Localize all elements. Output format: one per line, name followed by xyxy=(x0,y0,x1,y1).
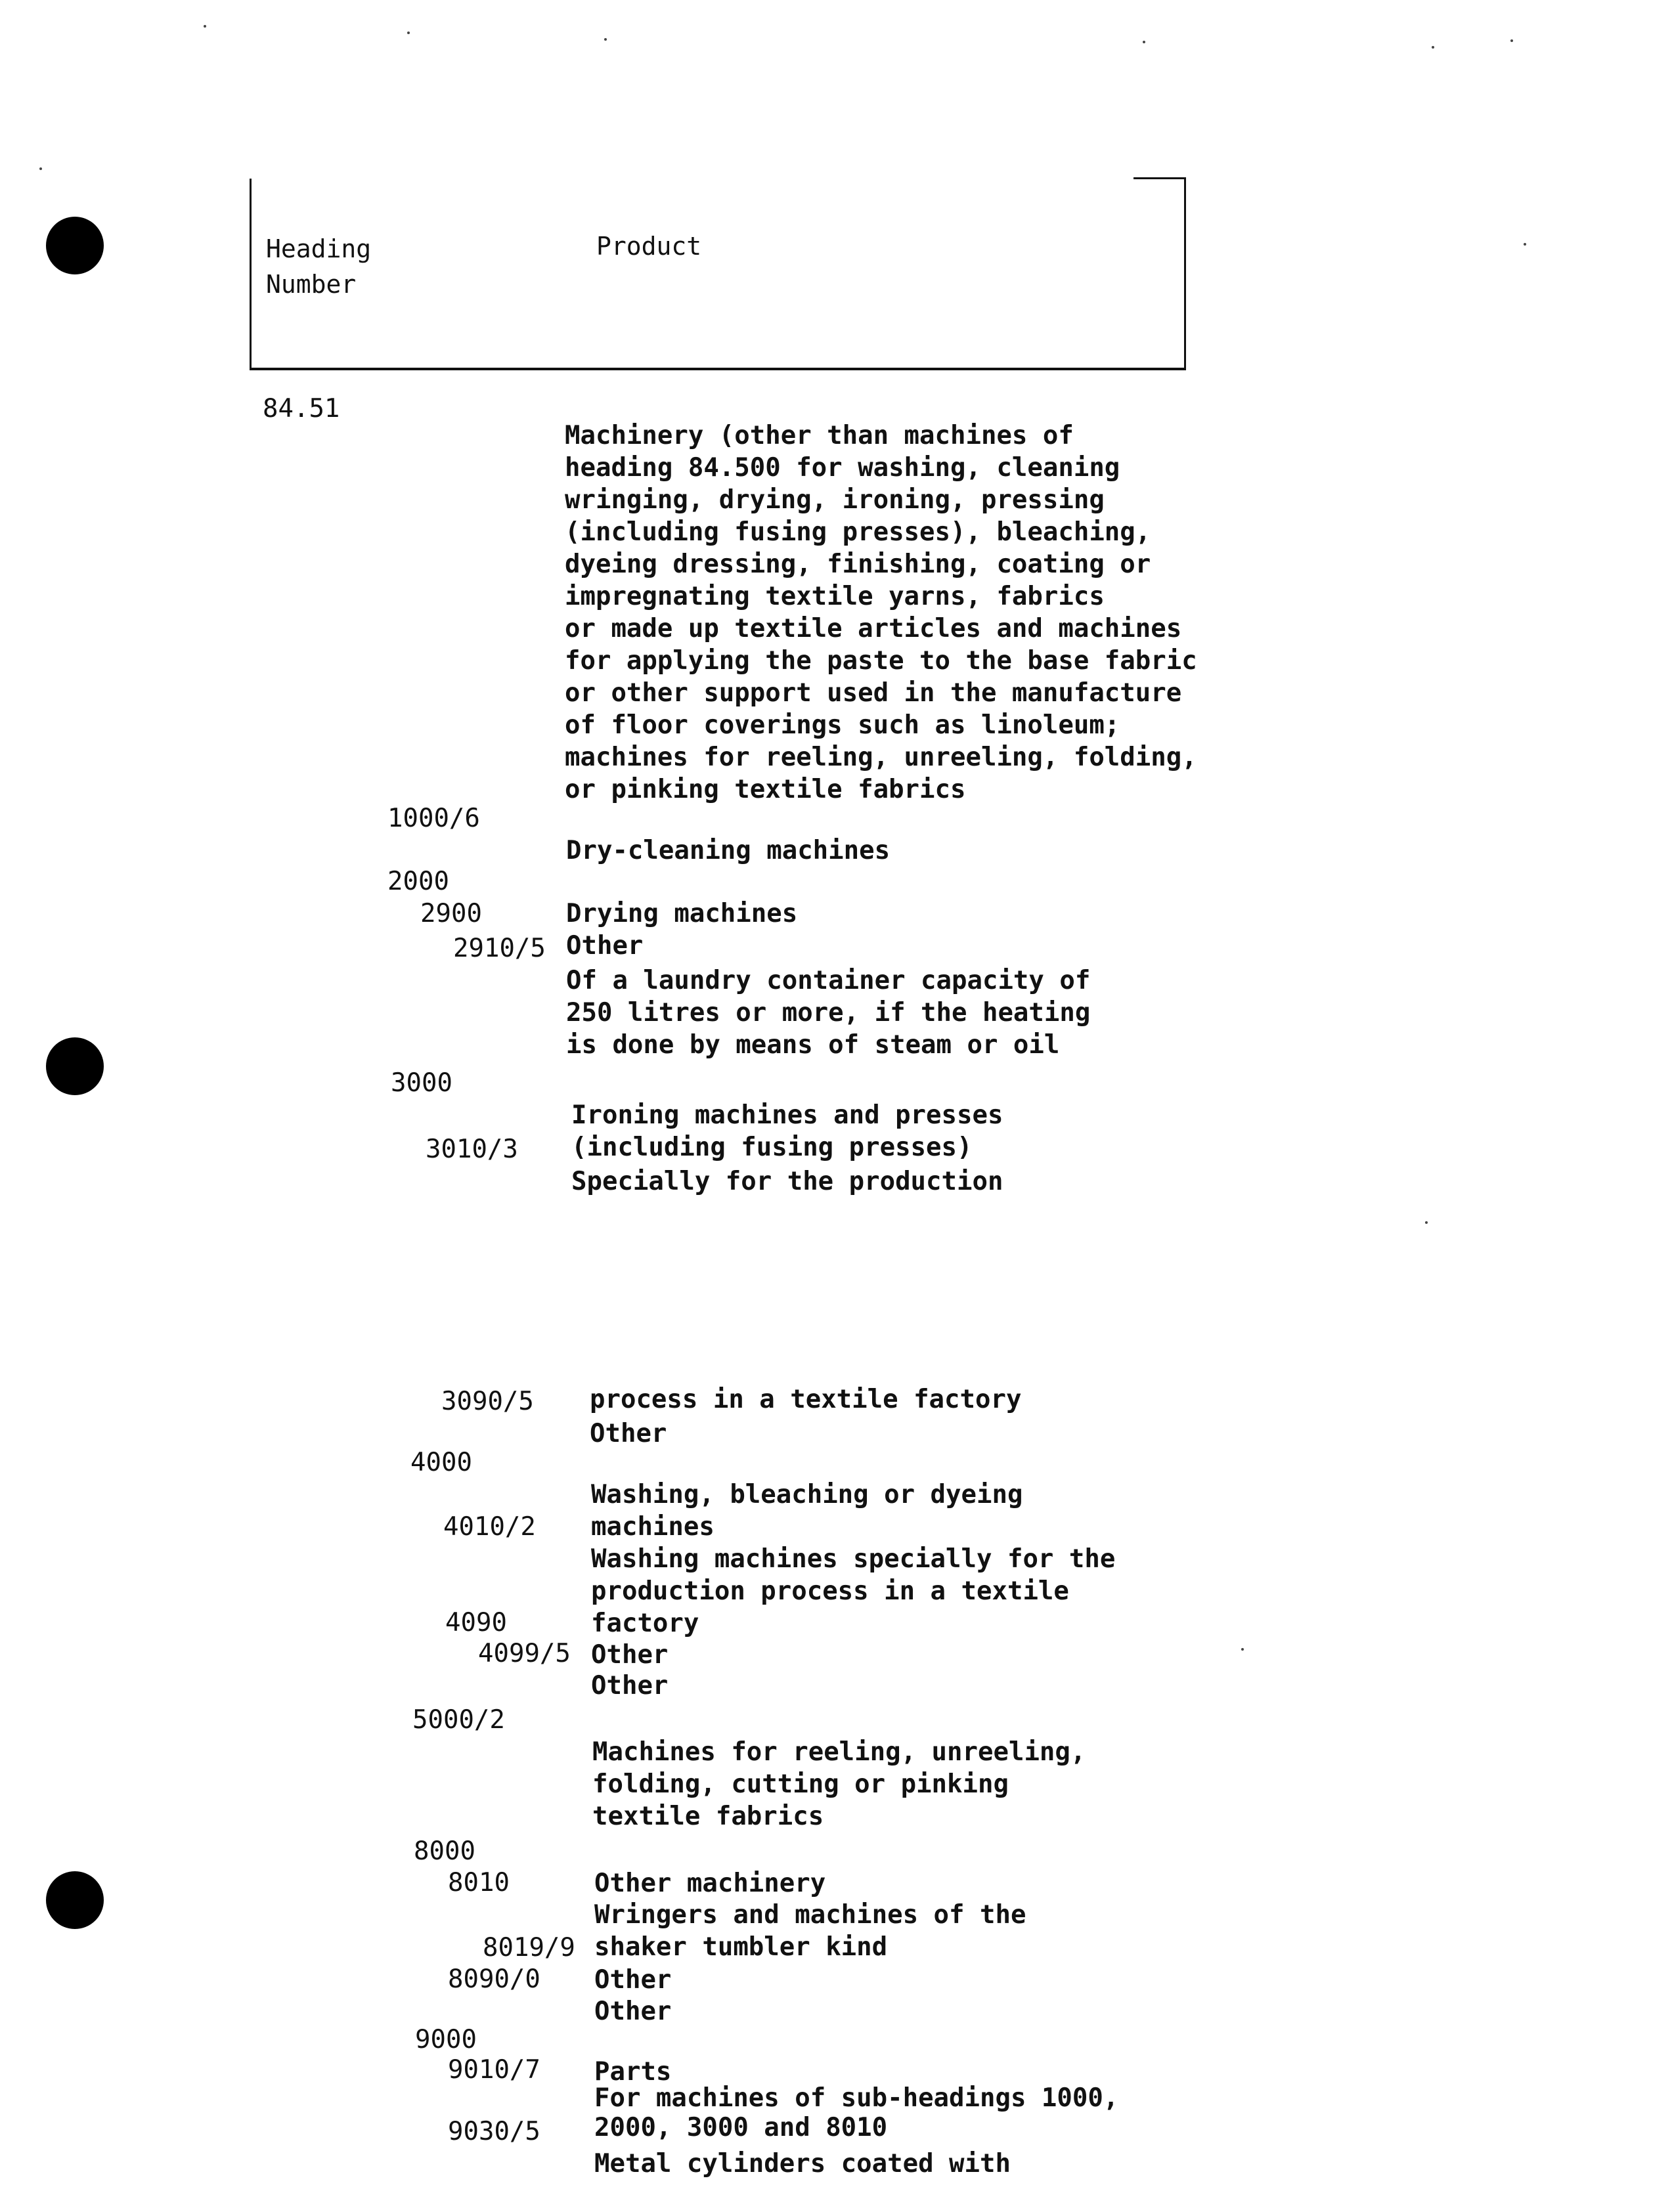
heading-number: 4000 xyxy=(410,1448,472,1477)
description-line: For machines of sub-headings 1000, xyxy=(594,2083,1119,2113)
heading-number: 4099/5 xyxy=(478,1639,571,1668)
heading-number: 8010 xyxy=(448,1868,510,1898)
description-line: Other xyxy=(591,1671,669,1701)
description-line: Of a laundry container capacity of xyxy=(566,966,1091,995)
heading-number: 3010/3 xyxy=(426,1135,518,1164)
product-description xyxy=(591,1511,1115,1672)
description-line: dyeing dressing, finishing, coating or xyxy=(565,550,1151,579)
number-label: Number xyxy=(266,270,357,299)
description-line: Other xyxy=(590,1419,667,1448)
heading-number: 1000/6 xyxy=(387,804,480,833)
description-line: Other xyxy=(594,1965,672,1995)
description-line: factory xyxy=(591,1609,699,1638)
description-line: Wringers and machines of the xyxy=(594,1900,1026,1930)
description-line: 2000, 3000 and 8010 xyxy=(594,2113,888,2142)
description-line: Ironing machines and presses xyxy=(571,1100,1003,1130)
scan-speck xyxy=(1143,41,1145,43)
description-line: or other support used in the manufacture xyxy=(565,678,1182,708)
description-line: Machinery (other than machines of xyxy=(565,421,1074,450)
description-line: Washing, bleaching or dyeing xyxy=(591,1480,1023,1509)
heading-number: 84.51 xyxy=(263,394,340,423)
product-description xyxy=(594,2115,1011,2212)
heading-number: 9000 xyxy=(415,2025,477,2054)
scan-speck xyxy=(1524,243,1526,246)
description-line: (including fusing presses), bleaching, xyxy=(565,517,1151,547)
product-description xyxy=(571,1133,1003,1230)
scan-speck xyxy=(1425,1221,1428,1224)
product-label: Product xyxy=(596,232,702,261)
product-description xyxy=(565,387,1197,838)
scan-speck xyxy=(407,32,410,34)
description-line: machines xyxy=(591,1512,715,1542)
heading-number: 2000 xyxy=(387,867,449,896)
description-line: Dry-cleaning machines xyxy=(566,836,891,865)
heading-number: 3000 xyxy=(391,1068,452,1098)
heading-number: 4010/2 xyxy=(443,1512,536,1542)
description-line: Machines for reeling, unreeling, xyxy=(592,1737,1086,1767)
heading-number: 2910/5 xyxy=(453,934,546,963)
description-line: Parts xyxy=(594,2057,672,2087)
description-line: impregnating textile yarns, fabrics xyxy=(565,582,1105,611)
punch-hole-top xyxy=(46,217,104,274)
description-line: or pinking textile fabrics xyxy=(565,775,966,804)
description-line: of floor coverings such as linoleum; xyxy=(565,710,1120,740)
description-line: folding, cutting or pinking xyxy=(592,1769,1009,1799)
description-line: (including fusing presses) xyxy=(571,1133,973,1162)
description-line: wringing, drying, ironing, pressing xyxy=(565,485,1105,515)
description-line: is done by means of steam or oil xyxy=(566,1030,1060,1060)
description-line: machines for reeling, unreeling, folding, xyxy=(565,743,1197,772)
description-line: for applying the paste to the base fabric xyxy=(565,646,1197,676)
heading-number: 2900 xyxy=(420,899,482,928)
heading-number: 5000/2 xyxy=(412,1705,505,1735)
description-line: Drying machines xyxy=(566,899,798,928)
heading-number: 8000 xyxy=(414,1836,475,1866)
description-line: production process in a textile xyxy=(591,1576,1069,1606)
scan-speck xyxy=(1241,1648,1244,1651)
heading-number: 9030/5 xyxy=(448,2117,540,2146)
heading-number: 3090/5 xyxy=(441,1387,534,1416)
scan-speck xyxy=(1510,39,1513,42)
heading-number: 8019/9 xyxy=(483,1933,575,1963)
column-header-box xyxy=(250,179,1186,370)
description-line: or made up textile articles and machines xyxy=(565,614,1182,643)
description-line: Other xyxy=(591,1640,669,1670)
description-line: 250 litres or more, if the heating xyxy=(566,998,1091,1028)
heading-number: 8090/0 xyxy=(448,1964,540,1994)
description-line: shaker tumbler kind xyxy=(594,1932,888,1962)
description-line: textile fabrics xyxy=(592,1802,824,1831)
heading-number: 4090 xyxy=(445,1608,507,1637)
description-line: process in a textile factory xyxy=(590,1385,1022,1414)
punch-hole-bottom xyxy=(46,1871,104,1929)
punch-hole-middle xyxy=(46,1037,104,1095)
description-line: Metal cylinders coated with xyxy=(594,2149,1011,2179)
description-line: Other machinery xyxy=(594,1869,826,1898)
scan-speck xyxy=(1432,46,1434,49)
scan-speck xyxy=(204,25,206,28)
scan-speck xyxy=(604,38,607,41)
scan-speck xyxy=(39,167,42,170)
description-line: Other xyxy=(566,931,644,961)
description-line: Other xyxy=(594,1997,672,2026)
description-line: Washing machines specially for the xyxy=(591,1544,1116,1574)
description-line: heading 84.500 for washing, cleaning xyxy=(565,453,1120,483)
heading-number: 9010/7 xyxy=(448,2055,540,2085)
description-line: Specially for the production xyxy=(571,1167,1003,1196)
heading-label: Heading xyxy=(266,234,372,263)
